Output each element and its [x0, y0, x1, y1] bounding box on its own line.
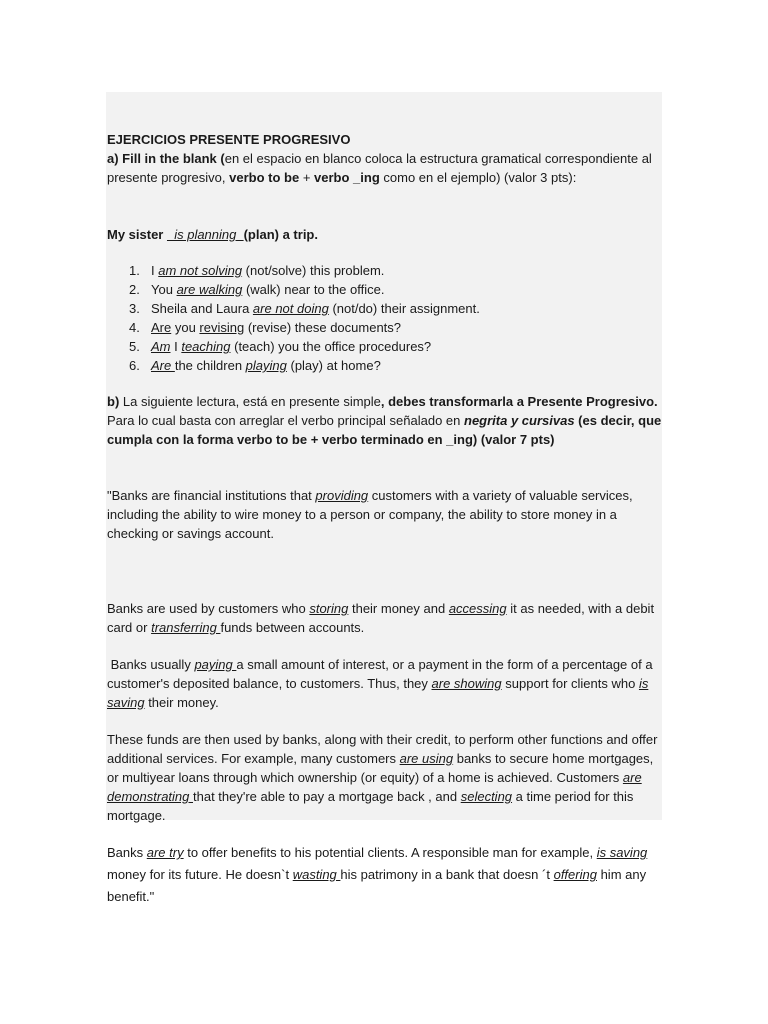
list-item: 6. Are the children playing (play) at home? [129, 358, 381, 373]
list-item: 2. You are walking (walk) near to the office. [129, 282, 385, 297]
reading-paragraph-5: Banks are try to offer benefits to his potential clients. A responsible man for example, is saving money for its future. He doesn`t wasting his patrimony in a bank that doesn ´t offering him any benefit." [107, 845, 648, 904]
reading-paragraph-1: "Banks are financial institutions that providing customers with a variety of valuable services, including the ability to wire money to a person or company, the ability to store money in a checking or savings account. [107, 488, 633, 541]
fill-in-list [107, 261, 663, 375]
example-sentence: My sister is planning (plan) a trip. [107, 227, 318, 242]
list-item: 1. I am not solving (not/solve) this problem. [129, 263, 385, 278]
list-item: 4. Are you revising (revise) these documents? [129, 320, 402, 335]
reading-paragraph-2: Banks are used by customers who storing their money and accessing it as needed, with a debit card or transferring funds between accounts. [107, 601, 655, 635]
part-a-instructions: a) Fill in the blank (en el espacio en blanco coloca la estructura gramatical correspondiente al presente progresivo, verbo to be + verbo _ing como en el ejemplo) (valor 3 pts): [107, 151, 652, 185]
worksheet-title: EJERCICIOS PRESENTE PROGRESIVO [107, 132, 351, 147]
reading-paragraph-3: Banks usually paying a small amount of interest, or a payment in the form of a percentage of a customer's deposited balance, to customers. Thus, they are showing support for clients who is saving their money. [107, 657, 653, 710]
part-b-instructions: b) La siguiente lectura, está en presente simple, debes transformarla a Presente Progresivo. Para lo cual basta con arreglar el verbo principal señalado en negrita y cursivas (es decir, que cumpla con la forma verbo to be + verbo terminado en _ing) (valor 7 pts) [107, 394, 662, 447]
list-item: 5. Am I teaching (teach) you the office procedures? [129, 339, 432, 354]
list-item: 3. Sheila and Laura are not doing (not/do) their assignment. [129, 301, 480, 316]
reading-paragraph-4: These funds are then used by banks, along with their credit, to perform other functions and offer additional services. For example, many customers are using banks to secure home mortgages, or multiyear loans through which ownership (or equity) of a home is achieved. Customers are demonstrating that they're able to pay a mortgage back , and selecting a time period for this mortgage. [107, 732, 658, 823]
